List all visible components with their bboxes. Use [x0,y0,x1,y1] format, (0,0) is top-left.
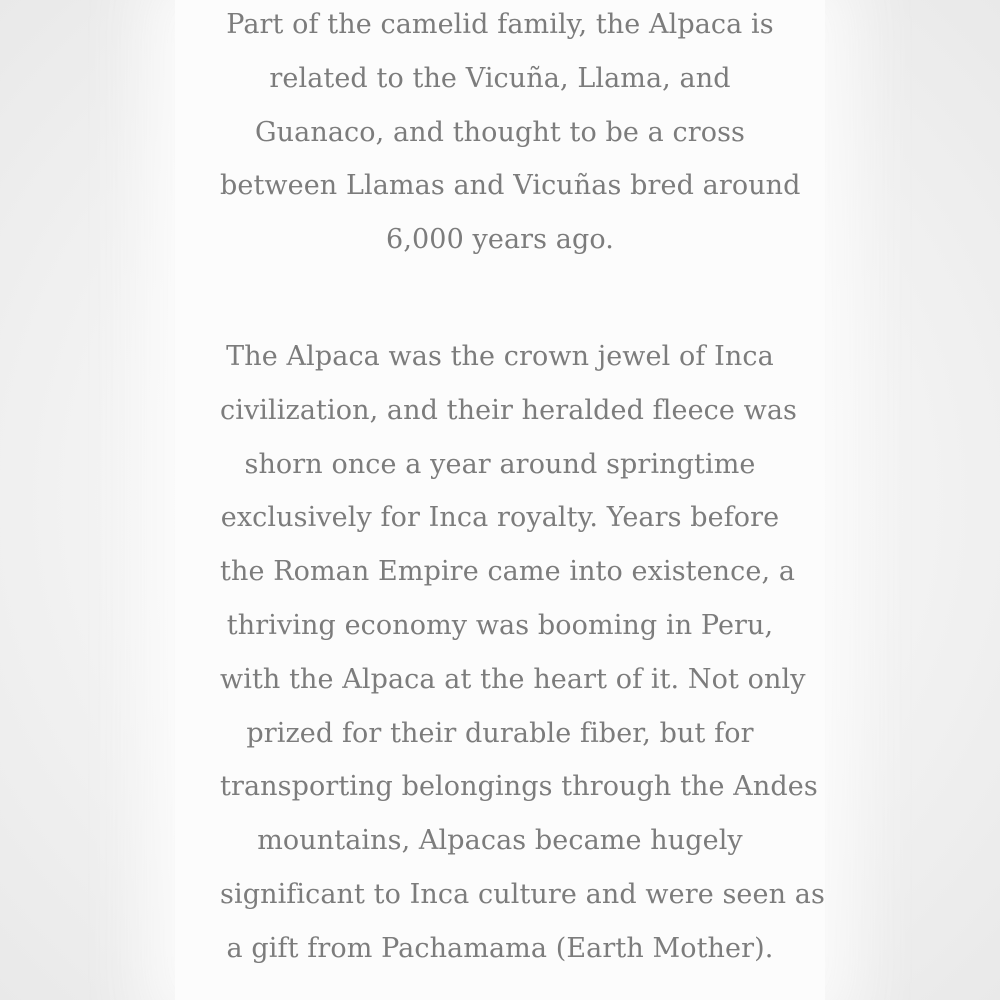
paragraph-line: exclusively for Inca royalty. Years before [220,502,780,534]
paragraph-line: related to the Vicuña, Llama, and [269,62,731,94]
paragraph-line: mountains, Alpacas became hugely [257,825,743,857]
paragraph-line: prized for their durable fiber, but for [246,717,754,749]
paragraph-line: transporting belongings through the Andes [220,771,818,803]
paragraph-line: shorn once a year around springtime [244,448,756,480]
paragraph-line: significant to Inca culture and were seen as [220,878,825,910]
paragraph-line: 6,000 years ago. [386,224,614,256]
paragraph-line: between Llamas and Vicuñas bred around [220,170,801,202]
article-paragraph-2 [220,330,825,976]
paragraph-line: Guanaco, and thought to be a cross [254,116,746,148]
paragraph-line: the Roman Empire came into existence, a [220,556,796,588]
article-column [175,0,825,1000]
paragraph-line: a gift from Pachamama (Earth Mother). [226,932,774,964]
paragraph-line: The Alpaca was the crown jewel of Inca [226,341,774,372]
paragraph-line: thriving economy was booming in Peru, [226,609,774,641]
paragraph-line: civilization, and their heralded fleece was [220,394,797,426]
paragraph-line: Part of the camelid family, the Alpaca is [226,9,774,40]
article-paragraph-1 [220,0,801,267]
paragraph-line: with the Alpaca at the heart of it. Not only [220,663,806,695]
